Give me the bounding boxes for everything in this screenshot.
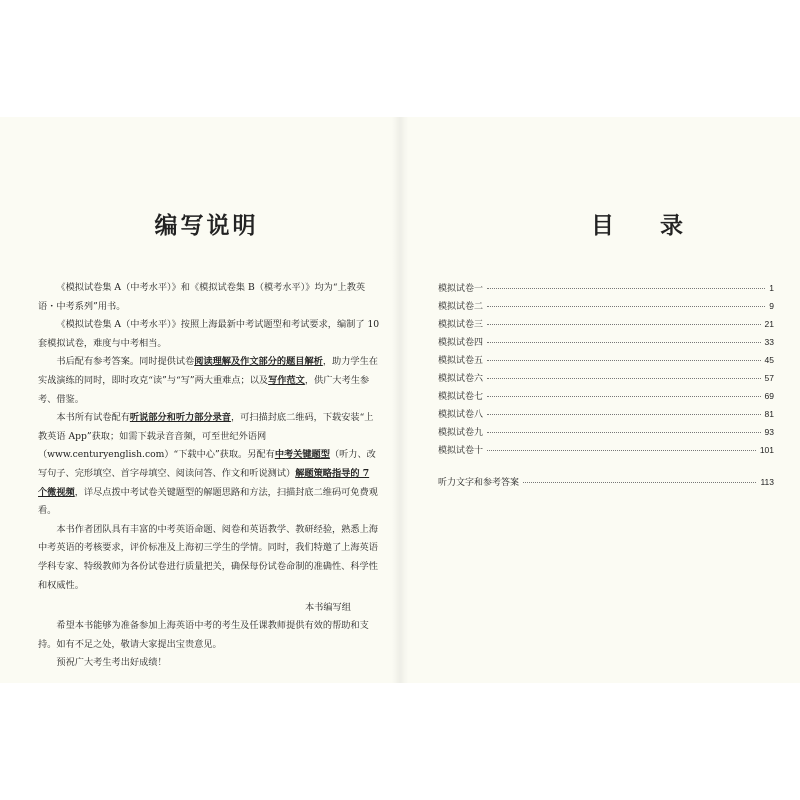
toc-leader-dots <box>487 378 761 379</box>
toc-entry[interactable] <box>438 353 774 371</box>
highlighted-phrase: 解题策略指导的 7 个微视频 <box>38 467 370 498</box>
toc-entry[interactable] <box>438 475 774 493</box>
toc-entry-page: 1 <box>769 283 774 293</box>
toc-entry-label: 模拟试卷七 <box>438 392 484 402</box>
table-of-contents <box>438 281 774 493</box>
toc-entry[interactable] <box>438 299 774 317</box>
preface-paragraph <box>38 279 380 316</box>
toc-entry[interactable] <box>438 371 774 389</box>
book-spread <box>0 117 800 683</box>
toc-leader-dots <box>487 396 761 397</box>
toc-entry-label: 模拟试卷一 <box>438 284 484 294</box>
text-run: 《模拟试卷集 A（中考水平）》和《模拟试卷集 B（模考水平）》均为“上教英语・中考系列”用书。 <box>38 282 366 312</box>
toc-entry-page: 93 <box>764 427 774 437</box>
toc-entry-page: 33 <box>764 337 774 347</box>
toc-entry-page: 57 <box>764 373 774 383</box>
toc-leader-dots <box>523 482 756 483</box>
text-run: ，详尽点拨中考试卷关键题型的解题思路和方法，扫描封底二维码可免费观看。 <box>38 486 378 517</box>
preface-signature: 本书编写组 <box>305 602 351 613</box>
toc-entry-page: 21 <box>764 319 774 329</box>
highlighted-phrase: 听说部分和听力部分录音 <box>129 412 231 424</box>
right-page-title: 目录 <box>591 212 729 239</box>
toc-entry[interactable] <box>438 443 774 461</box>
toc-entry[interactable] <box>438 281 774 299</box>
preface-paragraph <box>38 316 380 353</box>
toc-entry-label: 模拟试卷三 <box>438 320 484 330</box>
text-run: 书后配有参考答案。同时提供试卷 <box>56 356 195 368</box>
left-page <box>0 117 400 683</box>
text-run: ，可扫描封底二维码，下载安装“上教英语 App”获取；如需下载录音音频，可至世纪外语网（www.centuryenglish.com）“下载中心”获取。另配有 <box>38 412 374 461</box>
text-run: （听力、改写句子、完形填空、首字母填空、阅读问答、作文和听说测试） <box>38 449 376 479</box>
text-run: 《模拟试卷集 A（中考水平）》按照上海最新中考试题型和考试要求，编制了 10 套模拟试卷，难度与中考相当。 <box>38 319 380 349</box>
toc-entry-page: 9 <box>769 301 774 311</box>
toc-leader-dots <box>487 288 765 289</box>
toc-entry-page: 69 <box>764 391 774 401</box>
text-run: 预祝广大考生考出好成绩！ <box>56 657 167 669</box>
right-page <box>400 117 800 683</box>
left-page-title: 编写说明 <box>154 212 259 239</box>
toc-entry-label: 模拟试卷六 <box>438 374 484 384</box>
toc-entry-label: 模拟试卷四 <box>438 338 484 348</box>
toc-entry[interactable] <box>438 317 774 335</box>
text-run: 本书作者团队具有丰富的中考英语命题、阅卷和英语教学、教研经验，熟悉上海中考英语的考核要求，评价标准及上海初三学生的学情。同时，我们特邀了上海英语学科专家、特级教师为各份试卷进行质量把关，确保每份试卷命制的准确性、科学性和权威性。 <box>38 523 378 591</box>
toc-entry-label: 模拟试卷五 <box>438 356 484 366</box>
highlighted-phrase: 中考关键题型 <box>274 449 330 461</box>
toc-leader-dots <box>487 414 761 415</box>
text-run: 希望本书能够为准备参加上海英语中考的考生及任课教师提供有效的帮助和支持。如有不足之处，敬请大家提出宝贵意见。 <box>38 620 369 650</box>
toc-leader-dots <box>487 360 761 361</box>
toc-entry-page: 101 <box>759 445 774 455</box>
highlighted-phrase: 写作范文 <box>268 374 305 386</box>
toc-entry-label: 模拟试卷二 <box>438 302 484 312</box>
toc-leader-dots <box>487 450 756 451</box>
toc-entry-page: 81 <box>764 409 774 419</box>
toc-entry[interactable] <box>438 389 774 407</box>
toc-entry-label: 听力文字和参考答案 <box>438 478 520 488</box>
highlighted-phrase: 阅读理解及作文部分的题目解析 <box>194 356 323 368</box>
text-run: 本书所有试卷配有 <box>56 412 130 424</box>
preface-paragraph <box>38 617 380 654</box>
preface-paragraph <box>38 353 380 409</box>
text-run: ，助力学生在实战演练的同时，即时攻克“读”与“写”两大重难点；以及 <box>38 356 378 386</box>
toc-entry-label: 模拟试卷十 <box>438 446 484 456</box>
toc-entry-label: 模拟试卷八 <box>438 410 484 420</box>
toc-leader-dots <box>487 306 765 307</box>
toc-entry-label: 模拟试卷九 <box>438 428 484 438</box>
toc-entry[interactable] <box>438 425 774 443</box>
toc-entry-page: 45 <box>764 355 774 365</box>
preface-paragraph <box>38 521 380 595</box>
toc-leader-dots <box>487 324 761 325</box>
toc-entry[interactable] <box>438 407 774 425</box>
toc-leader-dots <box>487 342 761 343</box>
text-run: ，供广大考生参考、借鉴。 <box>38 374 370 405</box>
preface-body <box>38 279 380 673</box>
toc-spacer <box>438 461 774 475</box>
toc-leader-dots <box>487 432 761 433</box>
toc-entry[interactable] <box>438 335 774 353</box>
preface-paragraph <box>38 409 380 521</box>
preface-paragraph <box>38 654 380 673</box>
toc-entry-page: 113 <box>760 477 774 487</box>
